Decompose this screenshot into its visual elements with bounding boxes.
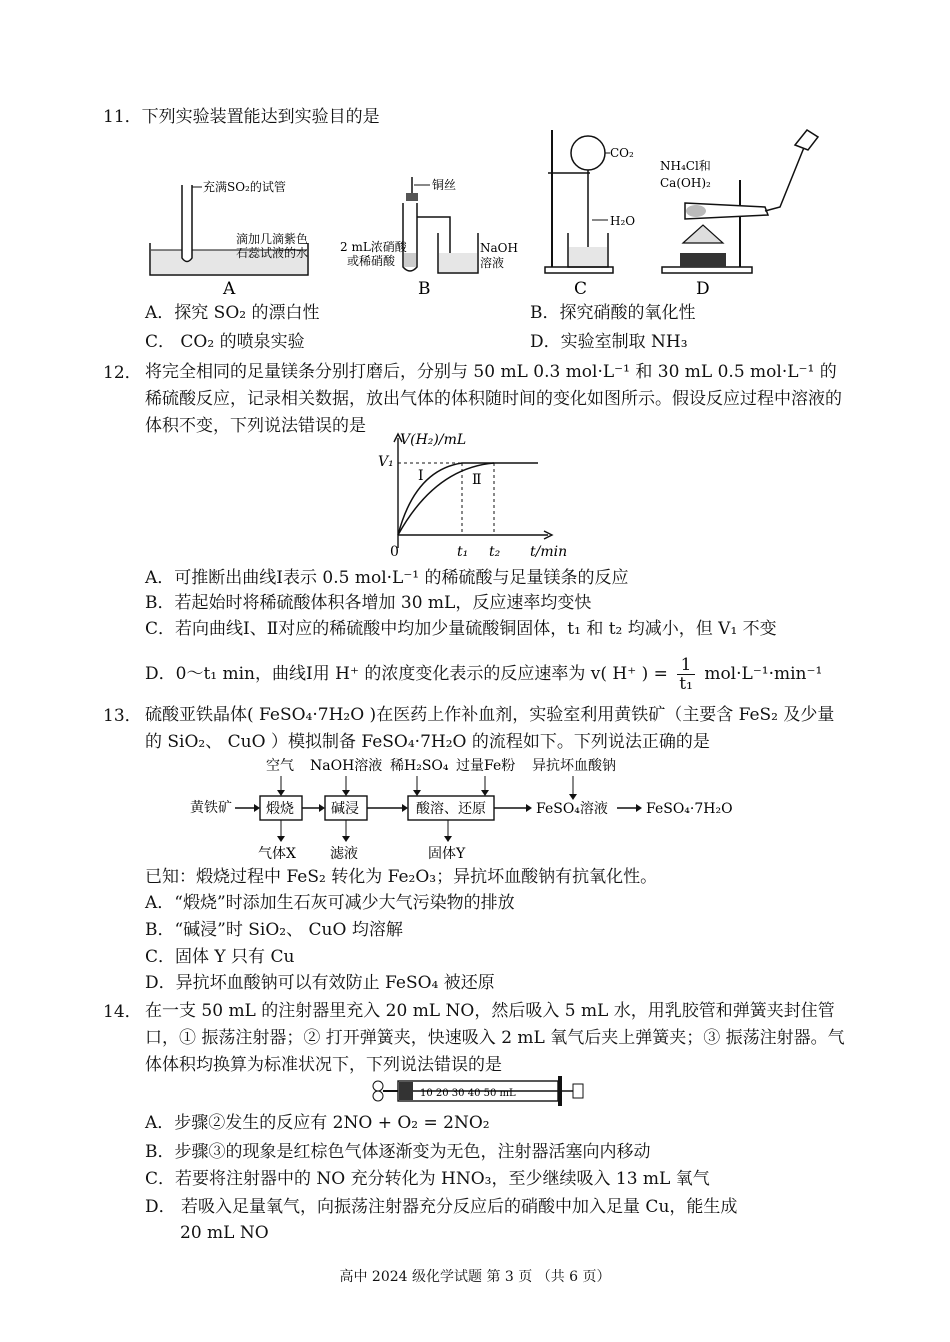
- q14-option-c: C．若要将注射器中的 NO 充分转化为 HNO₃，至少继续吸入 13 mL 氧气: [145, 1169, 710, 1189]
- y-axis-label: V(H₂)/mL: [400, 432, 467, 448]
- question-13-number: 13．: [103, 706, 142, 726]
- label-b-acid2: 或稀硝酸: [347, 254, 396, 268]
- label-c-h2o: H₂O: [610, 214, 636, 228]
- input-fe: 过量Fe粉: [456, 758, 516, 774]
- label-a: A: [223, 279, 236, 299]
- q11-option-b: B．探究硝酸的氧化性: [530, 303, 696, 323]
- label-a-water: 滴加几滴紫色: [236, 232, 309, 246]
- question-13-stem: 硫酸亚铁晶体( FeSO₄·7H₂O )在医药上作补血剂，实验室利用黄铁矿（主要含 FeS₂ 及少量的 SiO₂、 CuO ）模拟制备 FeSO₄·7H₂O 的流程如下。下列说法正确的是: [145, 705, 835, 752]
- label-d-reagent2: Ca(OH)₂: [660, 176, 711, 190]
- input-antioxidant: 异抗坏血酸钠: [532, 758, 616, 774]
- q13-option-b: B．“碱浸”时 SiO₂、 CuO 均溶解: [145, 920, 403, 940]
- input-h2so4: 稀H₂SO₄: [390, 758, 449, 774]
- label-b-naoh: NaOH: [480, 241, 518, 255]
- flow-start: 黄铁矿: [190, 800, 232, 816]
- q13-known: 已知：煅烧过程中 FeS₂ 转化为 Fe₂O₃；异抗坏血酸钠有抗氧化性。: [145, 867, 658, 887]
- origin-label: 0: [390, 544, 399, 560]
- label-b-wire: 铜丝: [432, 178, 457, 192]
- x-axis-label: t/min: [530, 544, 568, 560]
- q11-option-a: A．探究 SO₂ 的漂白性: [145, 303, 320, 323]
- label-c: C: [574, 279, 588, 299]
- label-b-acid: 2 mL浓硝酸: [340, 240, 407, 254]
- question-14-stem: 在一支 50 mL 的注射器里充入 20 mL NO，然后吸入 5 mL 水，用乳胶管和弹簧夹封住管口，① 振荡注射器；② 打开弹簧夹，快速吸入 2 mL 氧气后夹上弹簧夹；③ 振荡注射器。气体体积均换算为标准状况下，下列说法错误的是: [145, 1001, 845, 1075]
- label-d: D: [696, 279, 710, 299]
- q12-option-c: C．若向曲线Ⅰ、Ⅱ对应的稀硫酸中均加少量硫酸铜固体，t₁ 和 t₂ 均减小，但 V₁ 不变: [145, 619, 777, 639]
- label-a-tube: 充满SO₂的试管: [203, 180, 286, 194]
- q13-option-d: D．异抗坏血酸钠可以有效防止 FeSO₄ 被还原: [145, 973, 495, 993]
- syringe-scale: 10 20 30 40 50 mL: [420, 1088, 516, 1099]
- label-b: B: [418, 279, 431, 299]
- label-b-naoh2: 溶液: [480, 256, 505, 270]
- output-gas: 气体X: [258, 846, 296, 862]
- curve-1-label: Ⅰ: [418, 468, 424, 484]
- apparatus-c: [545, 130, 635, 299]
- v1-label: V₁: [378, 454, 394, 470]
- t1-label: t₁: [457, 544, 469, 560]
- question-12-stem: 将完全相同的足量镁条分别打磨后，分别与 50 mL 0.3 mol·L⁻¹ 和 30 mL 0.5 mol·L⁻¹ 的稀硫酸反应，记录相关数据，放出气体的体积随时间的变化如图所示。假设反应过程中溶液的体积不变，下列说法错误的是: [145, 362, 842, 436]
- apparatus-a: [150, 179, 308, 299]
- q12-option-d-unit: mol·L⁻¹·min⁻¹: [704, 664, 823, 684]
- product-solution: FeSO₄溶液: [536, 801, 608, 817]
- process-flow-diagram: [180, 756, 770, 866]
- q14-option-a: A．步骤②发生的反应有 2NO + O₂ = 2NO₂: [145, 1113, 490, 1133]
- fraction-denominator: t₁: [679, 674, 693, 694]
- question-stem: 下列实验装置能达到实验目的是: [141, 107, 380, 127]
- page-footer: 高中 2024 级化学试题 第 3 页 （共 6 页）: [339, 1269, 611, 1285]
- step-alkali: 碱浸: [331, 801, 359, 817]
- q14-option-b: B．步骤③的现象是红棕色气体逐渐变为无色，注射器活塞向内移动: [145, 1142, 651, 1162]
- q13-option-c: C．固体 Y 只有 Cu: [145, 947, 295, 967]
- q12-option-d: [145, 656, 822, 693]
- q12-option-d-text: D．0～t₁ min，曲线Ⅰ用 H⁺ 的浓度变化表示的反应速率为 v( H⁺ ) =: [145, 664, 668, 684]
- question-12-number: 12．: [103, 363, 142, 383]
- q13-option-a: A．“煅烧”时添加生石灰可减少大气污染物的排放: [145, 893, 515, 913]
- input-naoh: NaOH溶液: [310, 758, 383, 774]
- apparatus-b: [340, 177, 518, 299]
- apparatus-d: [660, 130, 818, 299]
- q11-option-c: C． CO₂ 的喷泉实验: [145, 332, 305, 352]
- syringe-figure: [368, 1074, 588, 1108]
- q11-option-d: D．实验室制取 NH₃: [530, 332, 688, 352]
- step-acid: 酸溶、还原: [416, 801, 486, 817]
- label-c-co2: CO₂: [610, 146, 634, 160]
- question-14-number: 14．: [103, 1002, 142, 1022]
- curve-2-label: Ⅱ: [472, 472, 482, 488]
- label-a-water2: 石蕊试液的水: [236, 246, 309, 260]
- question-number: 11．: [103, 107, 142, 127]
- t2-label: t₂: [489, 544, 501, 560]
- q12-option-b: B．若起始时将稀硫酸体积各增加 30 mL，反应速率均变快: [145, 593, 592, 613]
- q12-option-a: A．可推断出曲线Ⅰ表示 0.5 mol·L⁻¹ 的稀硫酸与足量镁条的反应: [145, 568, 629, 588]
- fraction-numerator: 1: [677, 656, 695, 675]
- output-solid: 固体Y: [428, 846, 466, 862]
- label-d-reagent: NH₄Cl和: [660, 159, 711, 173]
- output-filtrate: 滤液: [330, 846, 358, 862]
- input-air: 空气: [266, 758, 294, 774]
- q14-option-d: D． 若吸入足量氧气，向振荡注射器充分反应后的硝酸中加入足量 Cu，能生成: [145, 1197, 738, 1217]
- step-roast: 煅烧: [266, 801, 294, 817]
- volume-time-graph: [360, 430, 580, 565]
- apparatus-figure: [140, 125, 860, 300]
- q14-option-d-cont: 20 mL NO: [180, 1223, 269, 1243]
- product-crystal: FeSO₄·7H₂O: [646, 801, 733, 817]
